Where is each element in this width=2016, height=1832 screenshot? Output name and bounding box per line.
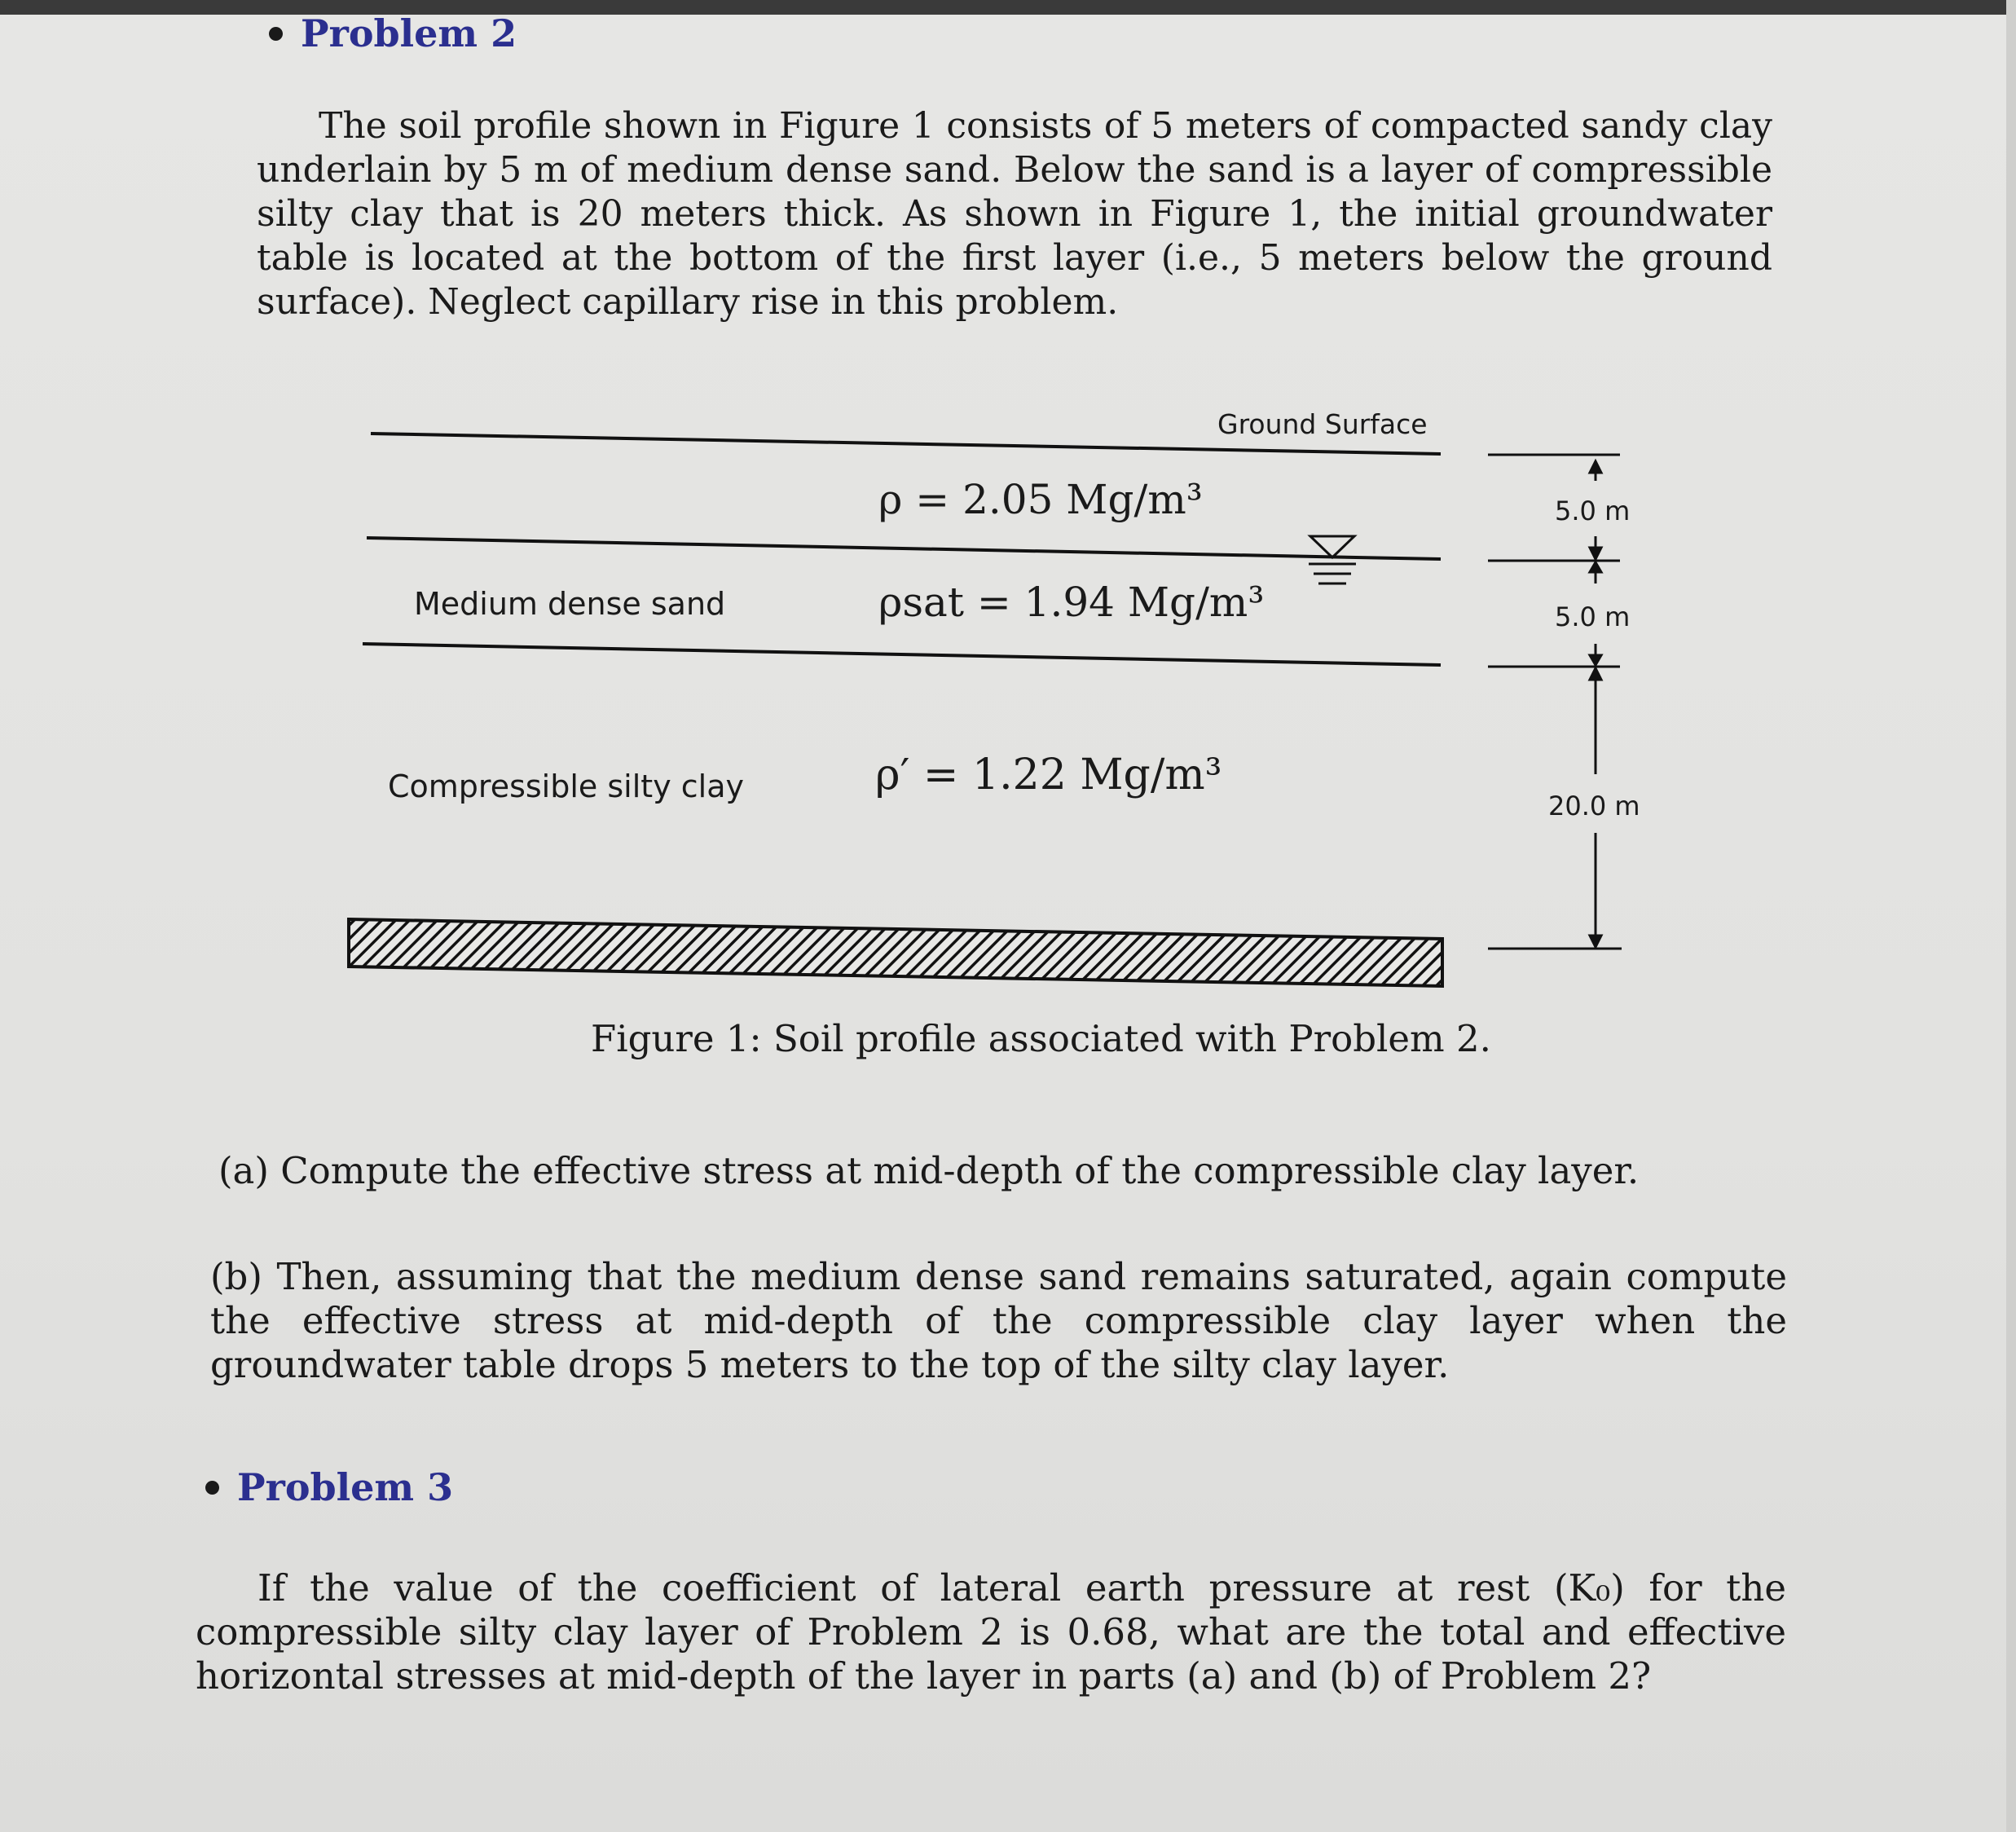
part-a-question: (a) Compute the effective stress at mid-depth of the compressible clay layer. (218, 1149, 1640, 1192)
layer-3-name: Compressible silty clay (388, 768, 744, 804)
problem-2-paragraph-text: The soil profile shown in Figure 1 consists of 5 meters of compacted sandy clay underlain by 5 m of medium dense sand. Below the sand is a layer of compressible silty clay that is 20 meters thick. As shown in Figure 1, the initial groundwater table is located at the bottom of the first layer (i.e., 5 meters below the ground surface). Neglect capillary rise in this problem. (257, 105, 1772, 323)
layer-boundary-2-line (363, 644, 1441, 665)
layer-2-density: ρsat = 1.94 Mg/m³ (878, 579, 1265, 626)
problem-3-paragraph-text: If the value of the coefficient of lateral earth pressure at rest (K₀) for the compressible silty clay layer of Problem 2 is 0.68, what are the total and effective horizontal stresses at mid-depth of the layer in parts (a) and (b) of Problem 2? (196, 1566, 1786, 1698)
problem-3-heading (205, 1465, 453, 1509)
problem-3-paragraph (196, 1566, 1786, 1698)
layer-boundary-1-line (367, 538, 1441, 559)
layer-1-density: ρ = 2.05 Mg/m³ (878, 476, 1203, 523)
ground-surface-label: Ground Surface (1217, 408, 1428, 440)
problem-2-heading-text: Problem 2 (301, 11, 517, 55)
part-b-question: (b) Then, assuming that the medium dense sand remains saturated, again compute the effective stress at mid-depth of the compressible clay layer when the groundwater table drops 5 meters to the top of the silty clay layer. (210, 1255, 1787, 1386)
dimension-lines (1488, 455, 1622, 949)
figure-caption: Figure 1: Soil profile associated with Problem 2. (591, 1017, 1491, 1060)
bullet-icon (205, 1481, 219, 1495)
bedrock-hatch (349, 919, 1442, 986)
problem-3-heading-text: Problem 3 (237, 1465, 454, 1509)
layer-3-thickness: 20.0 m (1548, 790, 1640, 821)
layer-2-thickness: 5.0 m (1555, 601, 1631, 632)
layer-2-name: Medium dense sand (414, 586, 726, 622)
layer-1-thickness: 5.0 m (1555, 495, 1631, 526)
water-table-icon (1309, 536, 1356, 584)
layer-3-density: ρ′ = 1.22 Mg/m³ (875, 751, 1222, 799)
